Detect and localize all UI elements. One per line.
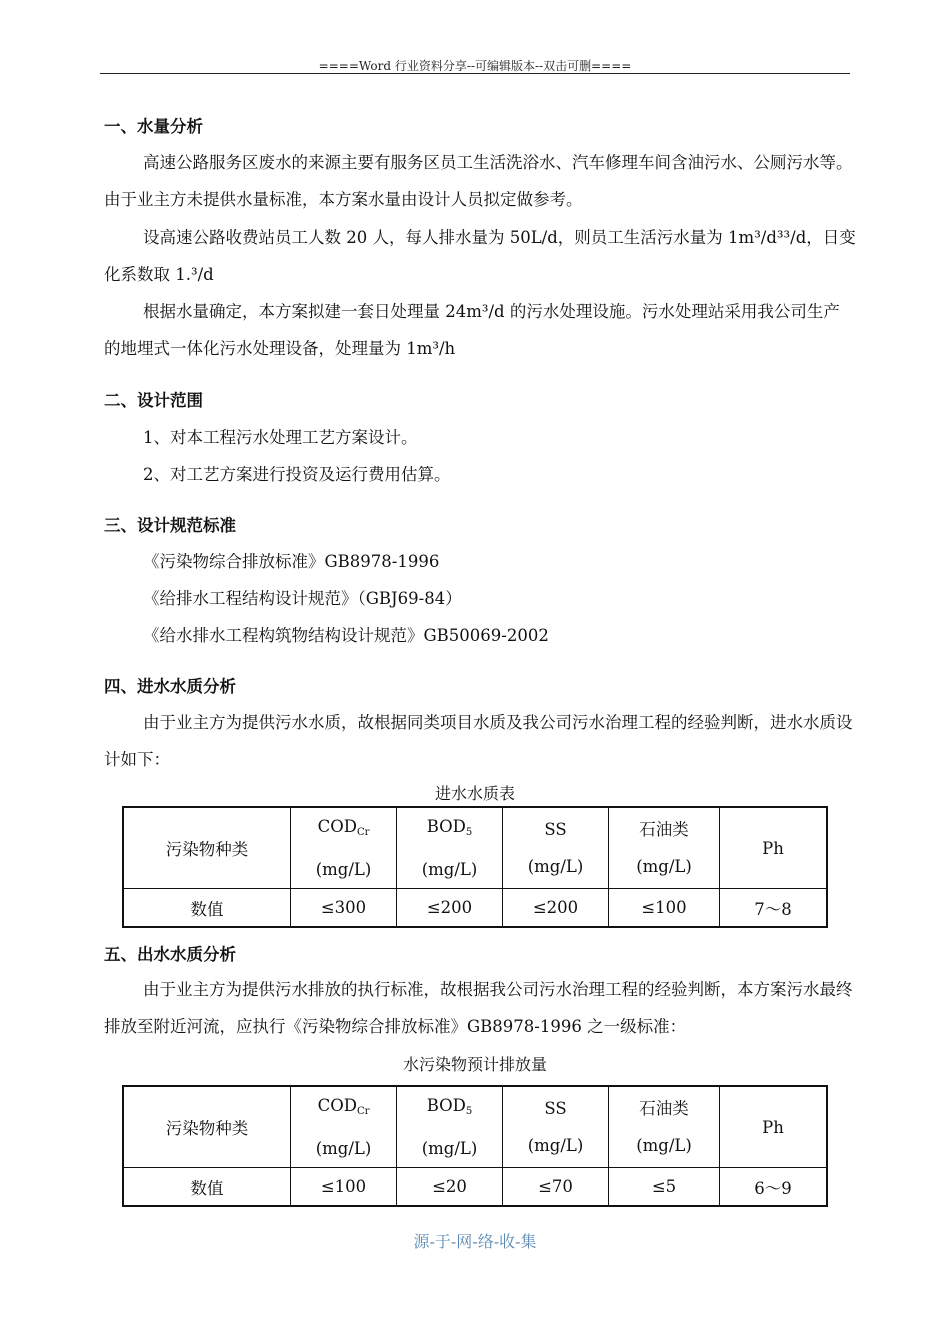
column-header: 石油类 (mg/L) [609, 807, 720, 889]
column-header: $COD_{Cr}$ (mg/L) [291, 807, 397, 889]
paragraph: 由于业主方为提供污水水质，故根据同类项目水质及我公司污水治理工程的经验判断，进水水质设计如下： [104, 713, 853, 769]
list-item: 1、对本工程污水处理工艺方案设计。 [143, 428, 418, 447]
table-cell: ≤100 [291, 1168, 397, 1207]
page-footer: 源-于-网-络-收-集 [413, 1232, 537, 1251]
standard-item: 《污染物综合排放标准》GB8978-1996 [143, 552, 440, 571]
table-cell: ≤70 [503, 1168, 609, 1207]
row-label: 数值 [123, 1168, 291, 1207]
section-heading-water-volume: 一、水量分析 [104, 117, 203, 136]
column-header: Ph [720, 1086, 828, 1168]
paragraph: 高速公路服务区废水的来源主要有服务区员工生活洗浴水、汽车修理车间含油污水、公厕污水等。由于业主方未提供水量标准，本方案水量由设计人员拟定做参考。 [104, 153, 853, 209]
table-cell: ≤5 [609, 1168, 720, 1207]
table-cell: ≤200 [503, 889, 609, 928]
table-cell: ≤200 [397, 889, 503, 928]
column-header: 石油类 (mg/L) [609, 1086, 720, 1168]
table-cell: ≤20 [397, 1168, 503, 1207]
column-header: $BOD_5$ (mg/L) [397, 807, 503, 889]
standard-item: 《给排水工程结构设计规范》（GBJ69-84） [143, 589, 462, 608]
table-cell: ≤300 [291, 889, 397, 928]
column-header: SS (mg/L) [503, 807, 609, 889]
table-caption: 进水水质表 [434, 784, 515, 803]
row-label: 污染物种类 [123, 1086, 291, 1168]
header-rule [100, 73, 850, 74]
row-label: 数值 [123, 889, 291, 928]
paragraph: 设高速公路收费站员工人数 20 人，每人排水量为 50L/d，则员工生活污水量为 1m³/d³³/d，日变化系数取 1.³/d [104, 228, 856, 284]
section-heading-design-scope: 二、设计范围 [104, 391, 203, 410]
section-heading-influent-quality: 四、进水水质分析 [104, 677, 236, 696]
section-heading-design-standards: 三、设计规范标准 [104, 516, 236, 535]
paragraph: 根据水量确定，本方案拟建一套日处理量 24m³/d 的污水处理设施。污水处理站采用我公司生产的地埋式一体化污水处理设备，处理量为 1m³/h [104, 302, 840, 358]
page-header: ====Word 行业资料分享--可编辑版本--双击可删==== [318, 59, 632, 73]
table-caption: 水污染物预计排放量 [402, 1055, 547, 1074]
influent-quality-table [122, 806, 828, 928]
table-cell: ≤100 [609, 889, 720, 928]
paragraph: 由于业主方为提供污水排放的执行标准，故根据我公司污水治理工程的经验判断，本方案污水最终排放至附近河流，应执行《污染物综合排放标准》GB8978-1996 之一级标准： [104, 980, 853, 1036]
standard-item: 《给水排水工程构筑物结构设计规范》GB50069-2002 [143, 626, 549, 645]
table-cell: 6～9 [720, 1168, 828, 1207]
column-header: $BOD_5$ (mg/L) [397, 1086, 503, 1168]
effluent-quality-table [122, 1085, 828, 1207]
section-heading-effluent-quality: 五、出水水质分析 [104, 945, 236, 964]
row-label: 污染物种类 [123, 807, 291, 889]
table-cell: 7～8 [720, 889, 828, 928]
column-header: Ph [720, 807, 828, 889]
column-header: $COD_{Cr}$ (mg/L) [291, 1086, 397, 1168]
column-header: SS (mg/L) [503, 1086, 609, 1168]
list-item: 2、对工艺方案进行投资及运行费用估算。 [143, 465, 451, 484]
